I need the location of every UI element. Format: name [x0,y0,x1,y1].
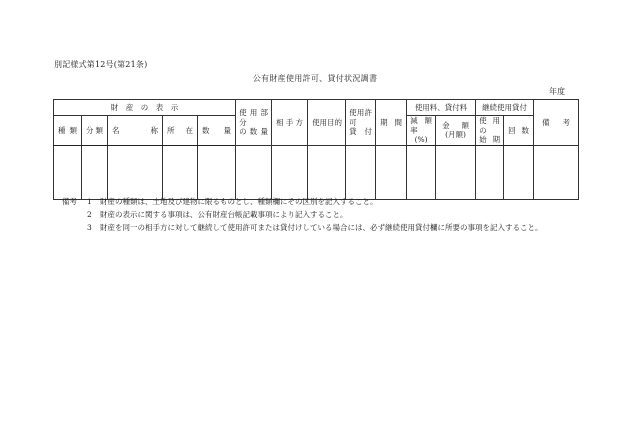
amount-cell [436,145,476,199]
status-survey-table [53,99,579,200]
quantity-header: 数量 [198,116,236,146]
note-number: 2 [87,210,92,219]
permit-line2: 貸付 [349,127,373,136]
start-date-header [476,116,504,146]
remarks-cell [534,145,579,199]
remarks-header: 備考 [534,100,579,146]
start-line2: 始期 [479,135,501,144]
kind-cell [54,145,82,199]
reduction-line1: 減額率 [410,116,433,135]
used-part-line2: の数量 [239,127,269,136]
property-display-header: 財 産 の 表 示 [54,100,236,116]
note-text: 財産の表示に関する事項は、公有財産台帳記載事項により記入すること。 [100,210,348,219]
period-cell [376,145,407,199]
used-part-quantity-header [236,100,272,146]
permit-lease-header [346,100,376,146]
page-title: 公有財産使用許可、貸付状況調書 [252,74,378,83]
notes-heading: 備考 [62,197,77,206]
counterparty-cell [272,145,308,199]
name-header: 名称 [108,116,163,146]
amount-line2: (月額) [445,130,466,140]
count-cell [504,145,534,199]
fiscal-year-label: 年度 [549,87,565,96]
fee-group-header: 使用料、貸付料 [407,100,476,116]
location-cell [163,145,198,199]
purpose-cell [308,145,346,199]
purpose-header: 使用目的 [308,100,346,146]
note-text: 財産の種類は、土地及び建物に限るものとし、種類欄にその区別を記入すること。 [100,197,378,206]
class-header: 分類 [82,116,108,146]
name-cell [108,145,163,199]
reduction-cell [407,145,436,199]
note-number: 3 [87,223,92,232]
count-header: 回数 [504,116,534,146]
kind-header: 種類 [54,116,82,146]
class-cell [82,145,108,199]
form-number: 別記様式第12号(第21条) [54,60,148,69]
permit-cell [346,145,376,199]
quantity-cell [198,145,236,199]
note-number: 1 [87,197,92,206]
permit-line1: 使用許可 [349,108,373,127]
period-header: 期間 [376,100,407,146]
used-part-cell [236,145,272,199]
amount-header [436,116,476,146]
reduction-line2: (%) [414,135,428,144]
counterparty-header: 相手方 [272,100,308,146]
reduction-rate-header [407,116,436,146]
note-text: 財産を同一の相手方に対して継続して使用許可または貸付けしている場合には、必ず継続使用貸付欄に所要の事項を記入すること。 [100,223,543,232]
start-line1: 使用の [479,116,501,135]
location-header: 所在 [163,116,198,146]
start-date-cell [476,145,504,199]
amount-line1: 金額 [442,120,470,130]
continued-lease-header: 継続使用貸付 [476,100,534,116]
used-part-line1: 使用部分 [239,108,269,127]
